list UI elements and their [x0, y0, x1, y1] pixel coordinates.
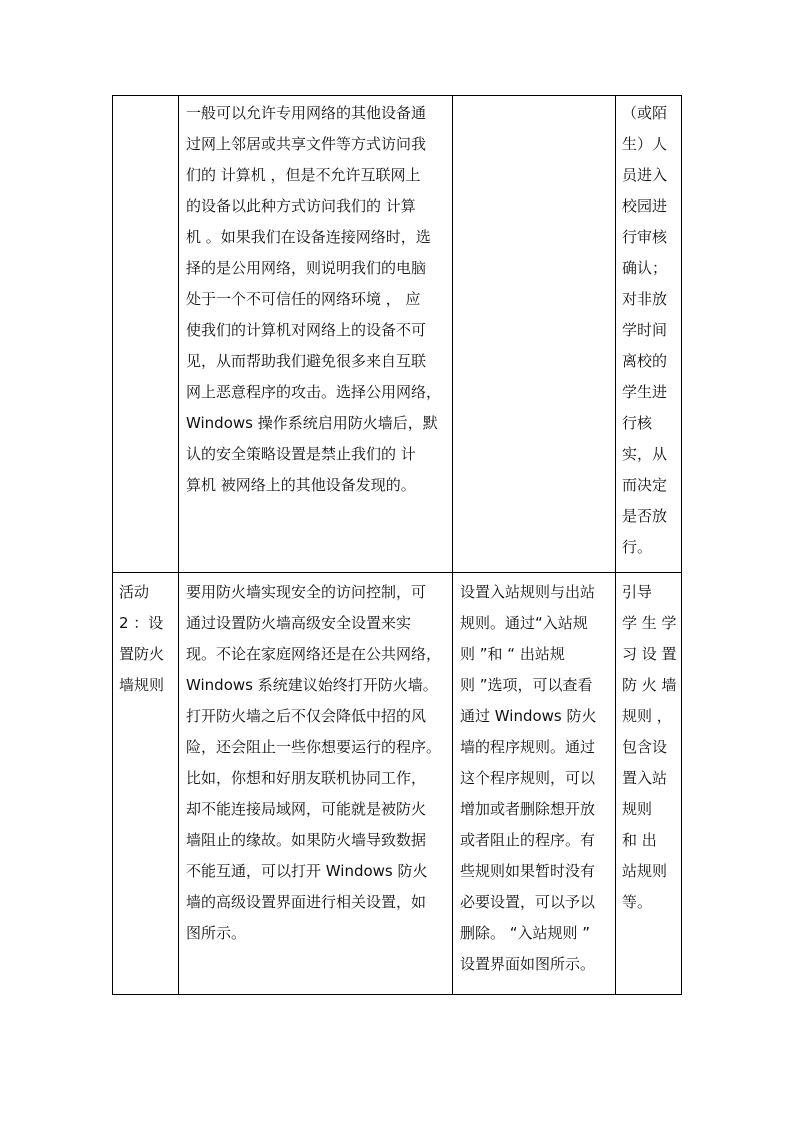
content-text: [179, 573, 452, 949]
text-line: 员进入: [622, 166, 668, 184]
text-line: 规则。通过“入站规: [460, 614, 588, 632]
text-line: 设置界面如图所示。: [460, 955, 596, 973]
text-line: 置入站: [622, 769, 668, 787]
student-activity-cell: [453, 96, 616, 573]
text-line: 学 生 学: [622, 614, 677, 632]
text-line: 学生进: [622, 383, 668, 401]
teacher-note-text: [616, 573, 681, 918]
text-line: 们的 计算机 ，但是不允许互联网上: [186, 166, 421, 184]
text-line: 行审核: [622, 228, 668, 246]
student-activity-text: [453, 573, 615, 980]
content-text: [179, 96, 452, 501]
text-line: 通过设置防火墙高级安全设置来实: [186, 614, 412, 632]
text-line: 却不能连接局域网，可能就是被防火: [186, 800, 427, 818]
text-line: 墙规则: [119, 676, 165, 694]
text-line: 则 ”选项，可以查看: [460, 676, 593, 694]
text-line: （或陌: [622, 104, 668, 122]
text-line: 网上恶意程序的攻击。选择公用网络，: [186, 383, 442, 401]
text-line: 算机 被网络上的其他设备发现的。: [186, 476, 416, 494]
text-line: 删除。 “入站规则 ”: [460, 924, 591, 942]
text-line: 行核: [622, 414, 653, 432]
lesson-plan-table: [112, 95, 682, 995]
text-line: 离校的: [622, 352, 668, 370]
activity-cell: [113, 573, 179, 995]
text-line: 现。不论在家庭网络还是在公共网络，: [186, 645, 442, 663]
text-line: 设置入站规则与出站: [460, 583, 596, 601]
teacher-note-cell: [616, 96, 682, 573]
text-line: 一般可以允许专用网络的其他设备通: [186, 104, 427, 122]
text-line: 校园进: [622, 197, 668, 215]
teacher-note-cell: [616, 573, 682, 995]
text-line: 使我们的计算机对网络上的设备不可: [186, 321, 427, 339]
text-line: 险，还会阻止一些你想要运行的程序。: [186, 738, 442, 756]
text-line: 防 火 墙: [622, 676, 677, 694]
text-line: 等。: [622, 893, 653, 911]
text-line: 对非放: [622, 290, 668, 308]
table-row: [113, 96, 682, 573]
text-line: 学时间: [622, 321, 668, 339]
text-line: 过网上邻居或共享文件等方式访问我: [186, 135, 427, 153]
text-line: 2 ：设: [119, 614, 164, 632]
activity-cell: [113, 96, 179, 573]
text-line: 墙的程序规则。通过: [460, 738, 596, 756]
text-line: 实，从: [622, 445, 668, 463]
text-line: 这个程序规则，可以: [460, 769, 596, 787]
text-line: 生）人: [622, 135, 668, 153]
text-line: 引导: [622, 583, 653, 601]
text-line: Windows 操作系统启用防火墙后，默: [186, 414, 438, 432]
teacher-note-text: [616, 96, 681, 563]
activity-text: [113, 96, 178, 98]
student-activity-text: [453, 96, 615, 98]
text-line: 站规则: [622, 862, 668, 880]
text-line: 墙的高级设置界面进行相关设置，如: [186, 893, 427, 911]
text-line: 则 ”和 “ 出站规: [460, 645, 565, 663]
text-line: 通过 Windows 防火: [460, 707, 597, 725]
text-line: 认的安全策略设置是禁止我们的 计: [186, 445, 416, 463]
text-line: 比如，你想和好朋友联机协同工作，: [186, 769, 427, 787]
text-line: 活动: [119, 583, 150, 601]
text-line: 图所示。: [186, 924, 247, 942]
text-line: 是否放: [622, 507, 668, 525]
text-line: Windows 系统建议始终打开防火墙。: [186, 676, 438, 694]
content-cell: [179, 96, 453, 573]
text-line: 包含设: [622, 738, 668, 756]
text-line: 机 。如果我们在设备连接网络时，选: [186, 228, 431, 246]
text-line: 处于一个不可信任的网络环境 ， 应: [186, 290, 421, 308]
student-activity-cell: [453, 573, 616, 995]
text-line: 规则: [622, 800, 653, 818]
text-line: 要用防火墙实现安全的访问控制，可: [186, 583, 427, 601]
text-line: 见，从而帮助我们避免很多来自互联: [186, 352, 427, 370]
table-row: [113, 573, 682, 995]
text-line: 而决定: [622, 476, 668, 494]
text-line: 习 设 置: [622, 645, 677, 663]
text-line: 或者阻止的程序。有: [460, 831, 596, 849]
text-line: 打开防火墙之后不仅会降低中招的风: [186, 707, 427, 725]
text-line: 规则 ，: [622, 707, 672, 725]
text-line: 些规则如果暂时没有: [460, 862, 596, 880]
text-line: 置防火: [119, 645, 165, 663]
text-line: 不能互通，可以打开 Windows 防火: [186, 862, 428, 880]
text-line: 择的是公用网络，则说明我们的电脑: [186, 259, 427, 277]
text-line: 必要设置，可以予以: [460, 893, 596, 911]
text-line: 行。: [622, 538, 653, 556]
text-line: 墙阻止的缘故。如果防火墙导致数据: [186, 831, 427, 849]
activity-text: [113, 573, 178, 701]
text-line: 的设备以此种方式访问我们的 计算: [186, 197, 416, 215]
text-line: 和 出: [622, 831, 657, 849]
text-line: 确认；: [622, 259, 668, 277]
text-line: 增加或者删除想开放: [460, 800, 596, 818]
content-cell: [179, 573, 453, 995]
